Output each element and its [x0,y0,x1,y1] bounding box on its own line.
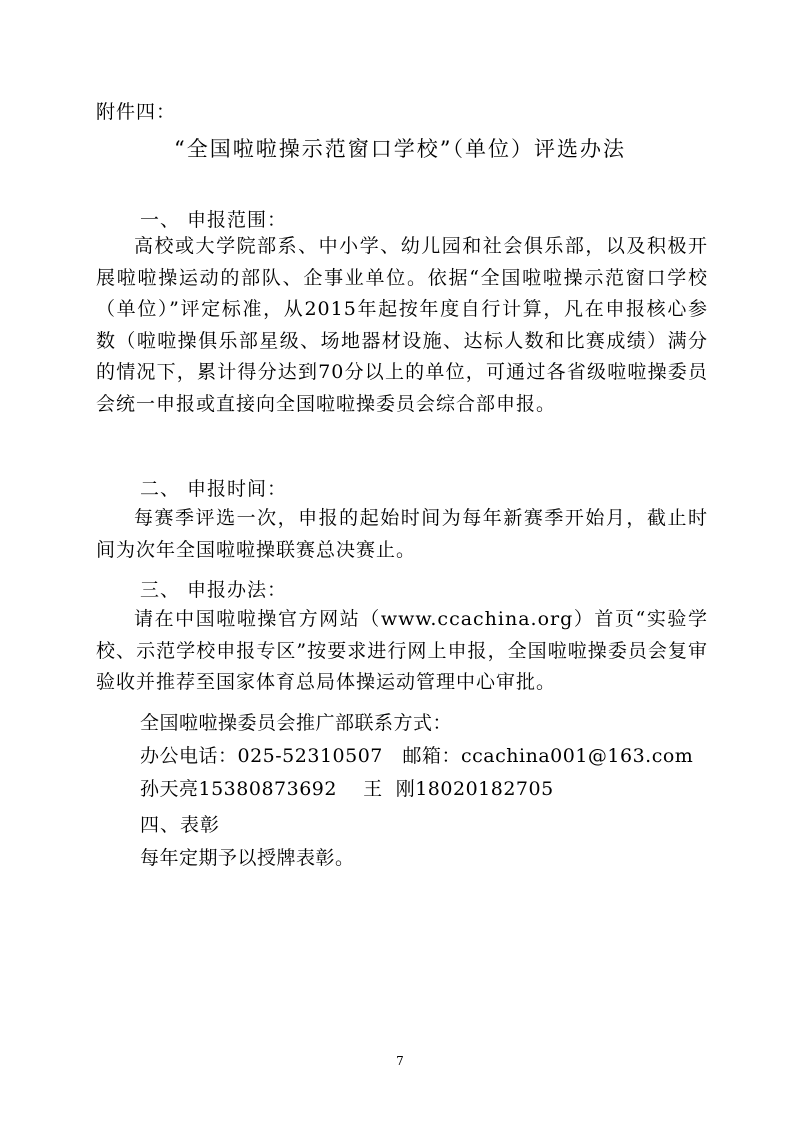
section-4-heading: 四、表彰 [140,814,221,836]
document-title: “全国啦啦操示范窗口学校”（单位）评选办法 [174,137,626,161]
page-number: 7 [396,1054,404,1068]
contact-phone-email: 办公电话：025-52310507 邮箱：ccachina001@163.com [140,745,694,767]
contact-persons: 孙天亮15380873692 王 刚18020182705 [140,778,554,800]
section-3-paragraph: 请在中国啦啦操官方网站（www.ccachina.org）首页“实验学校、示范学校申报专区”按要求进行网上申报，全国啦啦操委员会复审验收并推荐至国家体育总局体操运动管理中心审批。 [96,608,708,693]
section-2-heading: 二、 申报时间： [140,478,288,500]
section-3-heading: 三、 申报办法： [140,579,288,601]
contact-label: 全国啦啦操委员会推广部联系方式： [140,712,453,734]
section-2-paragraph: 每赛季评选一次，申报的起始时间为每年新赛季开始月，截止时间为次年全国啦啦操联赛总决赛止。 [96,507,708,561]
section-1-paragraph: 高校或大学院部系、中小学、幼儿园和社会俱乐部，以及积极开展啦啦操运动的部队、企事业单位。依据“全国啦啦操示范窗口学校（单位）”评定标准，从2015年起按年度自行计算，凡在申报核心参数（啦啦操俱乐部星级、场地器材设施、达标人数和比赛成绩）满分的情况下，累计得分达到70分以上的单位，可通过各省级啦啦操委员会统一申报或直接向全国啦啦操委员会综合部申报。 [96,235,708,415]
section-1-heading: 一、 申报范围： [140,209,288,231]
section-4-paragraph: 每年定期予以授牌表彰。 [140,847,355,869]
attachment-label: 附件四： [96,101,177,123]
